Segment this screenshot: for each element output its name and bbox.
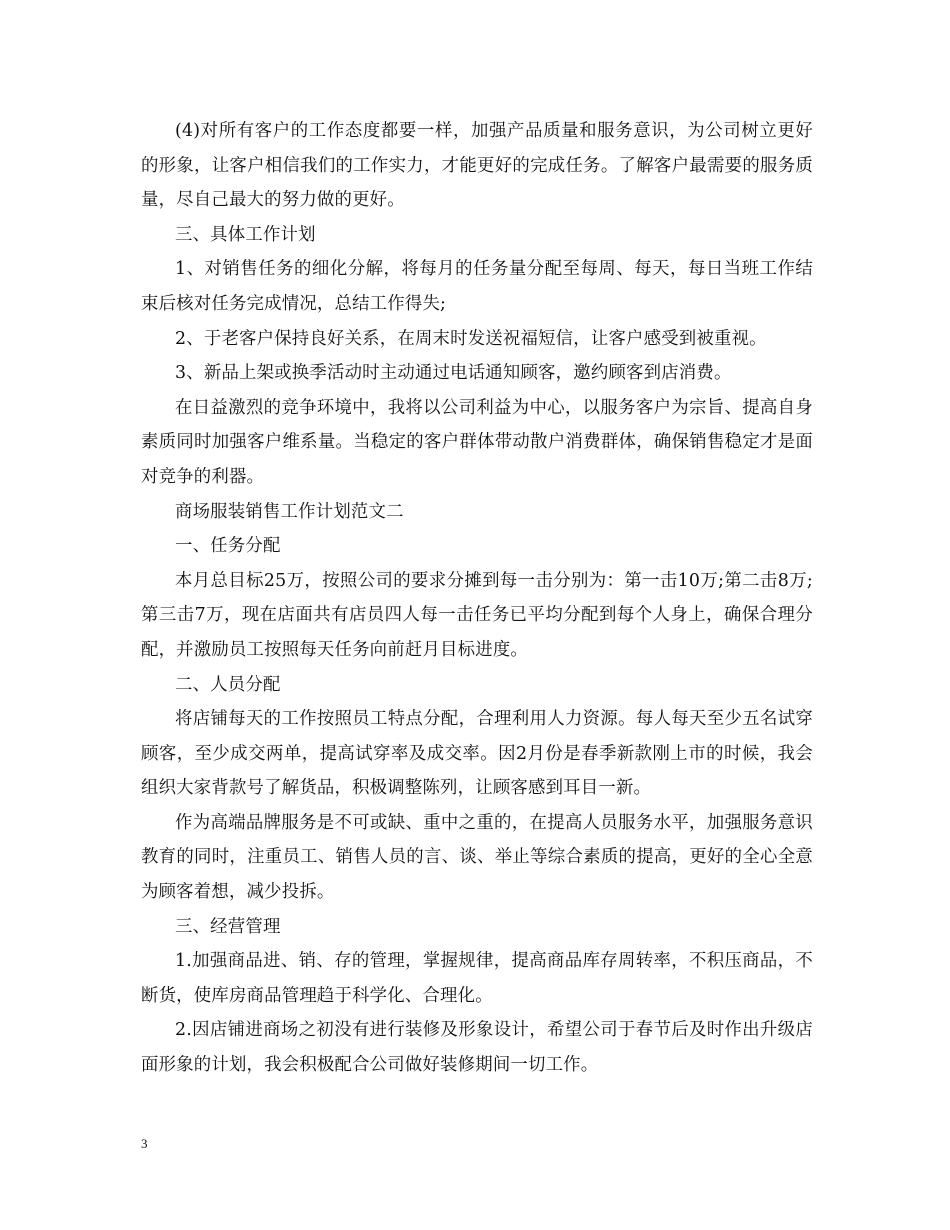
paragraph-inventory-management: 1.加强商品进、销、存的管理，掌握规律，提高商品库存周转率，不积压商品，不断货，使库房商品管理趋于科学化、合理化。 — [141, 951, 813, 1006]
page-number: 3 — [141, 1136, 148, 1151]
section-heading-task-allocation: 一、任务分配 — [175, 536, 281, 557]
paragraph-new-products: 3、新品上架或换季活动时主动通过电话通知顾客，邀约顾客到店消费。 — [175, 363, 732, 384]
paragraph-old-customers: 2、于老客户保持良好关系，在周末时发送祝福短信，让客户感受到被重视。 — [175, 328, 767, 349]
paragraph-staff-assignment: 将店铺每天的工作按照员工特点分配，合理利用人力资源。每人每天至少五名试穿顾客，至少成交两单，提高试穿率及成交率。因2月份是春季新款刚上市的时候，我会组织大家背款号了解货品，积极调整陈列，让顾客感到耳目一新。 — [141, 709, 813, 799]
paragraph-store-renovation: 2.因店铺进商场之初没有进行装修及形象设计，希望公司于春节后及时作出升级店面形象的计划，我会积极配合公司做好装修期间一切工作。 — [141, 1020, 813, 1076]
paragraph-service-quality: 作为高端品牌服务是不可或缺、重中之重的，在提高人员服务水平，加强服务意识教育的同时，注重员工、销售人员的言、谈、举止等综合素质的提高，更好的全心全意为顾客着想，减少投拆。 — [141, 812, 813, 903]
paragraph-customer-attitude: (4)对所有客户的工作态度都要一样，加强产品质量和服务意识，为公司树立更好的形象，让客户相信我们的工作实力，才能更好的完成任务。了解客户最需要的服务质量，尽自己最大的努力做的更好。 — [141, 121, 813, 211]
document-subtitle: 商场服装销售工作计划范文二 — [175, 501, 404, 522]
paragraph-task-breakdown: 1、对销售任务的细化分解，将每月的任务量分配至每周、每天，每日当班工作结束后核对任务完成情况，总结工作得失; — [141, 259, 813, 314]
section-heading-work-plan: 三、具体工作计划 — [175, 224, 316, 245]
paragraph-monthly-target: 本月总目标25万，按照公司的要求分摊到每一击分别为：第一击10万;第二击8万;第三击7万，现在店面共有店员四人每一击任务已平均分配到每个人身上，确保合理分配，并激励员工按照每天任务向前赶月目标进度。 — [141, 570, 813, 660]
section-heading-operations: 三、经营管理 — [175, 916, 281, 937]
section-heading-staff-allocation: 二、人员分配 — [175, 674, 281, 695]
paragraph-competition: 在日益激烈的竞争环境中，我将以公司利益为中心，以服务客户为宗旨、提高自身素质同时加强客户维系量。当稳定的客户群体带动散户消费群体，确保销售稳定才是面对竞争的利器。 — [141, 397, 813, 487]
document-body — [141, 114, 813, 1083]
